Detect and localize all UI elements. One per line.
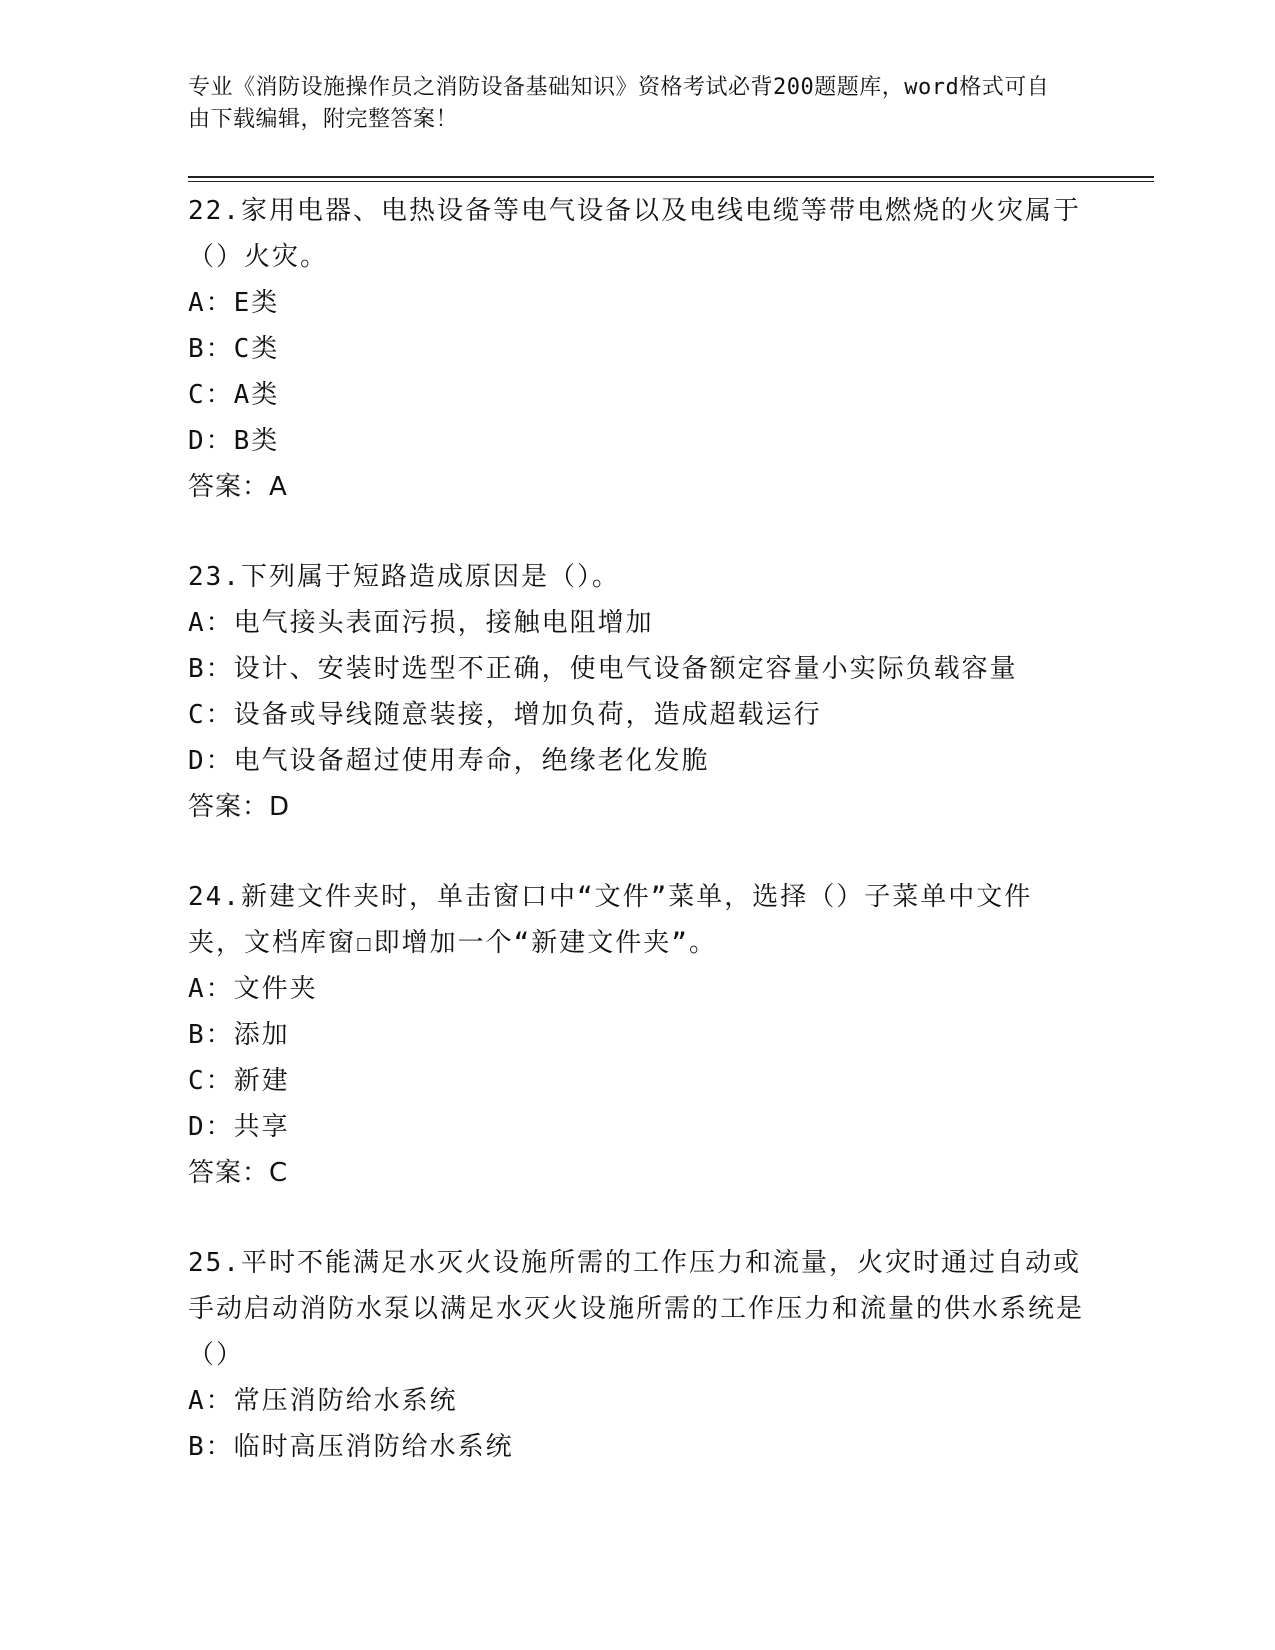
option-c: C：新建 [188, 1066, 290, 1096]
question-text: 22.家用电器、电热设备等电气设备以及电线电缆等带电燃烧的火灾属于（）火灾。 [188, 196, 1081, 272]
option-b: B：设计、安装时选型不正确，使电气设备额定容量小实际负载容量 [188, 654, 1018, 684]
option-a: A：文件夹 [188, 974, 318, 1004]
question-text: 23.下列属于短路造成原因是（）。 [188, 562, 620, 592]
option-b: B：临时高压消防给水系统 [188, 1432, 514, 1462]
question-24 [188, 874, 1088, 1196]
option-b: B：添加 [188, 1020, 290, 1050]
option-c: C：A类 [188, 380, 280, 410]
question-23 [188, 554, 1088, 830]
option-c: C：设备或导线随意装接，增加负荷，造成超载运行 [188, 700, 822, 730]
option-d: D：电气设备超过使用寿命，绝缘老化发脆 [188, 746, 710, 776]
option-a: A：电气接头表面污损，接触电阻增加 [188, 608, 654, 638]
question-22 [188, 188, 1088, 510]
header-divider [188, 176, 1154, 178]
question-list [188, 188, 1088, 1470]
answer: 答案：A [188, 472, 288, 502]
spacer [188, 1196, 1088, 1240]
question-text: 24.新建文件夹时，单击窗口中“文件”菜单，选择（）子菜单中文件夹，文档库窗☐即增加一个“新建文件夹”。 [188, 882, 1033, 958]
spacer [188, 510, 1088, 554]
option-a: A：常压消防给水系统 [188, 1386, 458, 1416]
option-d: D：B类 [188, 426, 280, 456]
document-header: 专业《消防设施操作员之消防设备基础知识》资格考试必背200题题库，word格式可自由下载编辑，附完整答案！ [188, 75, 1050, 132]
option-b: B：C类 [188, 334, 280, 364]
answer: 答案：C [188, 1158, 289, 1188]
spacer [188, 830, 1088, 874]
option-a: A：E类 [188, 288, 280, 318]
header-divider-thin [188, 181, 1154, 182]
answer: 答案：D [188, 792, 291, 822]
question-25 [188, 1240, 1088, 1470]
question-text: 25.平时不能满足水灭火设施所需的工作压力和流量，火灾时通过自动或手动启动消防水泵以满足水灭火设施所需的工作压力和流量的供水系统是（） [188, 1248, 1085, 1370]
option-d: D：共享 [188, 1112, 290, 1142]
